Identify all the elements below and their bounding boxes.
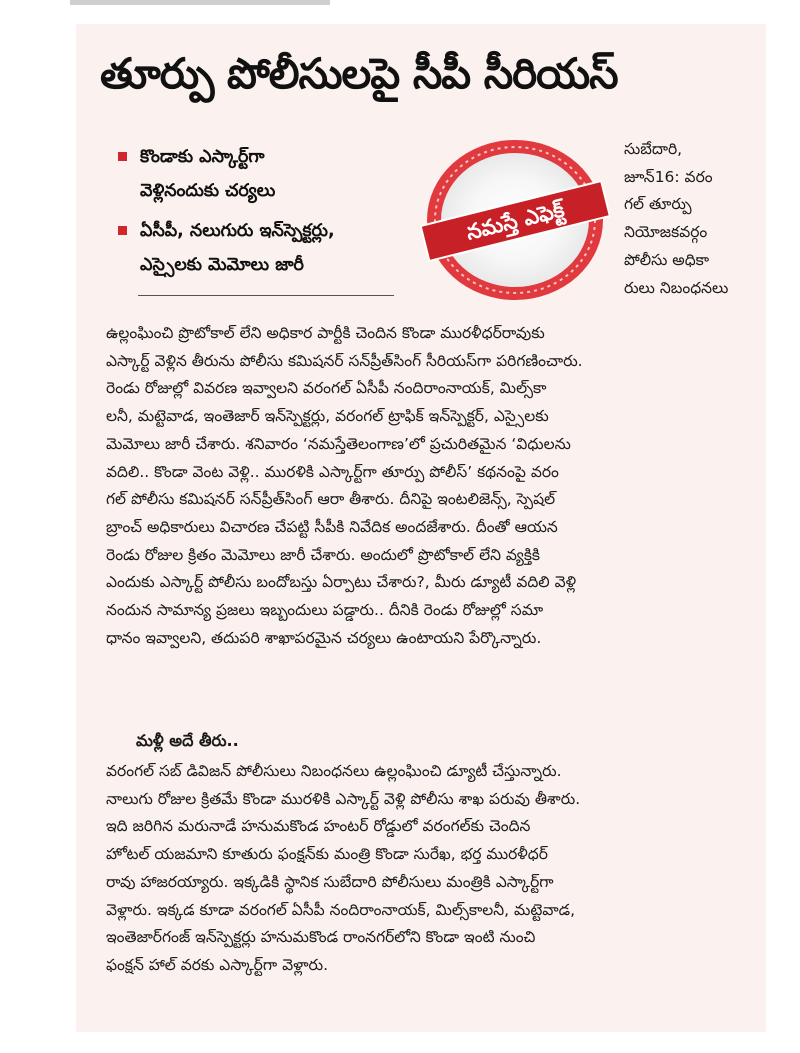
body-line: ఇంతెజార్‌గంజ్ ఇన్‌స్పెక్టర్లు హనుమకొండ రాంనగర్‌లోని కొండా ఇంటి నుంచి: [106, 928, 536, 947]
namaste-effect-stamp: [420, 135, 610, 305]
body-line: వదిలి.. కొండా వెంట వెళ్లి.. మురళికి ఎస్కార్ట్‌గా తూర్పు పోలీస్’ కథనంపై వరం: [106, 462, 559, 481]
article-body: [106, 320, 754, 652]
dateline-column: [624, 136, 756, 302]
bullet-line: ఎస్సైలకు మెమోలు జారీ: [140, 255, 304, 275]
dateline-line: జూన్16: వరం: [624, 167, 713, 186]
body-line: రావు హాజరయ్యారు. ఇక్కడికి స్థానిక సుబేదారి పోలీసులు మంత్రికి ఎస్కార్ట్‌గా: [106, 872, 554, 891]
body-line: మెమోలు జారీ చేశారు. శనివారం ‘నమస్తేతెలంగాణ’లో ప్రచురితమైన ‘విధులను: [106, 434, 571, 453]
dateline-line: పోలీసు అధికా: [624, 250, 710, 269]
body-line: ఎందుకు ఎస్కార్ట్ పోలీసు బందోబస్తు ఏర్పాటు చేశారు?, మీరు డ్యూటీ వదిలి వెళ్లి: [106, 573, 577, 592]
body-line: వెళ్లారు. ఇక్కడ కూడా వరంగల్ ఏసీపీ నందిరాంనాయక్, మిల్స్‌కాలనీ, మట్టెవాడ,: [106, 900, 576, 919]
bullet-square-icon: [118, 226, 127, 235]
dateline-line: నియోజకవర్గం: [624, 223, 708, 242]
body-line: నాలుగు రోజుల క్రితమే కొండా మురళికి ఎస్కార్ట్ వెళ్లి పోలీసు శాఖ పరువు తీశారు.: [106, 789, 581, 808]
bullet-item: [100, 140, 400, 208]
dateline-line: గల్ తూర్పు: [624, 195, 692, 214]
article-body-continued: [106, 758, 754, 980]
highlight-bullets: [100, 140, 400, 282]
body-line: బ్రాంచ్ అధికారులు విచారణ చేపట్టి సీపీకి నివేదిక అందజేశారు. దీంతో ఆయన: [106, 517, 558, 536]
subheading: మళ్లీ అదే తీరు..: [136, 731, 239, 750]
top-edge-strip: [70, 0, 330, 5]
body-line: ఎస్కార్ట్ వెళ్లిన తీరును పోలీసు కమిషనర్ సన్‌ప్రీత్‌సింగ్ సీరియస్‌గా పరిగణించారు.: [106, 351, 583, 370]
body-line: హోటల్ యజమాని కూతురు ఫంక్షన్‌కు మంత్రి కొండా సురేఖ, భర్త మురళీధర్: [106, 845, 548, 864]
body-line: నందున సామాన్య ప్రజలు ఇబ్బందులు పడ్డారు.. దీనికి రెండు రోజుల్లో సమా: [106, 601, 544, 620]
body-line: రెండు రోజుల్లో వివరణ ఇవ్వాలని వరంగల్ ఏసీపీ నందిరాంనాయక్, మిల్స్‌కా: [106, 379, 547, 398]
bullet-line: కొండాకు ఎస్కార్ట్‌గా: [140, 147, 265, 167]
bullet-square-icon: [118, 152, 127, 161]
body-line: రెండు రోజుల క్రితం మెమోలు జారీ చేశారు. అందులో ప్రొటోకాల్ లేని వ్యక్తికి: [106, 545, 541, 564]
bullet-item: [100, 214, 400, 282]
body-line: ధానం ఇవ్వాలని, తదుపరి శాఖాపరమైన చర్యలు ఉంటాయని పేర్కొన్నారు.: [106, 628, 542, 647]
body-line: లనీ, మట్టెవాడ, ఇంతెజార్ ఇన్‌స్పెక్టర్లు, వరంగల్ ట్రాఫిక్ ఇన్‌స్పెక్టర్, ఎస్సైలకు: [106, 407, 549, 426]
body-line: ఇది జరిగిన మరునాడే హనుమకొండ హంటర్ రోడ్డులో వరంగల్‌కు చెందిన: [106, 817, 531, 836]
headline: తూర్పు పోలీసులపై సీపీ సీరియస్: [100, 49, 618, 98]
body-line: గల్ పోలీసు కమిషనర్ సన్‌ప్రీత్‌సింగ్ ఆరా తీశారు. దీనిపై ఇంటలిజెన్స్, స్పెషల్: [106, 490, 556, 509]
stamp-text: నమస్తే ఎఫెక్ట్: [463, 197, 567, 245]
bullet-line: వెళ్లినందుకు చర్యలు: [140, 181, 276, 201]
bullet-divider: [138, 295, 394, 296]
body-line: వరంగల్ సబ్ డివిజన్ పోలీసులు నిబంధనలు ఉల్లంఘించి డ్యూటీ చేస్తున్నారు.: [106, 762, 562, 780]
bullet-line: ఏసీపీ, నలుగురు ఇన్‌స్పెక్టర్లు,: [140, 221, 335, 241]
body-line: ఉల్లంఘించి ప్రొటోకాల్ లేని అధికార పార్టీకి చెందిన కొండా మురళీధర్‌రావుకు: [106, 324, 545, 342]
dateline-line: సుబేదారి,: [624, 140, 683, 158]
dateline-line: రులు నిబంధనలు: [624, 278, 729, 297]
body-line: ఫంక్షన్ హాల్ వరకు ఎస్కార్ట్‌గా వెళ్లారు.: [106, 955, 329, 974]
